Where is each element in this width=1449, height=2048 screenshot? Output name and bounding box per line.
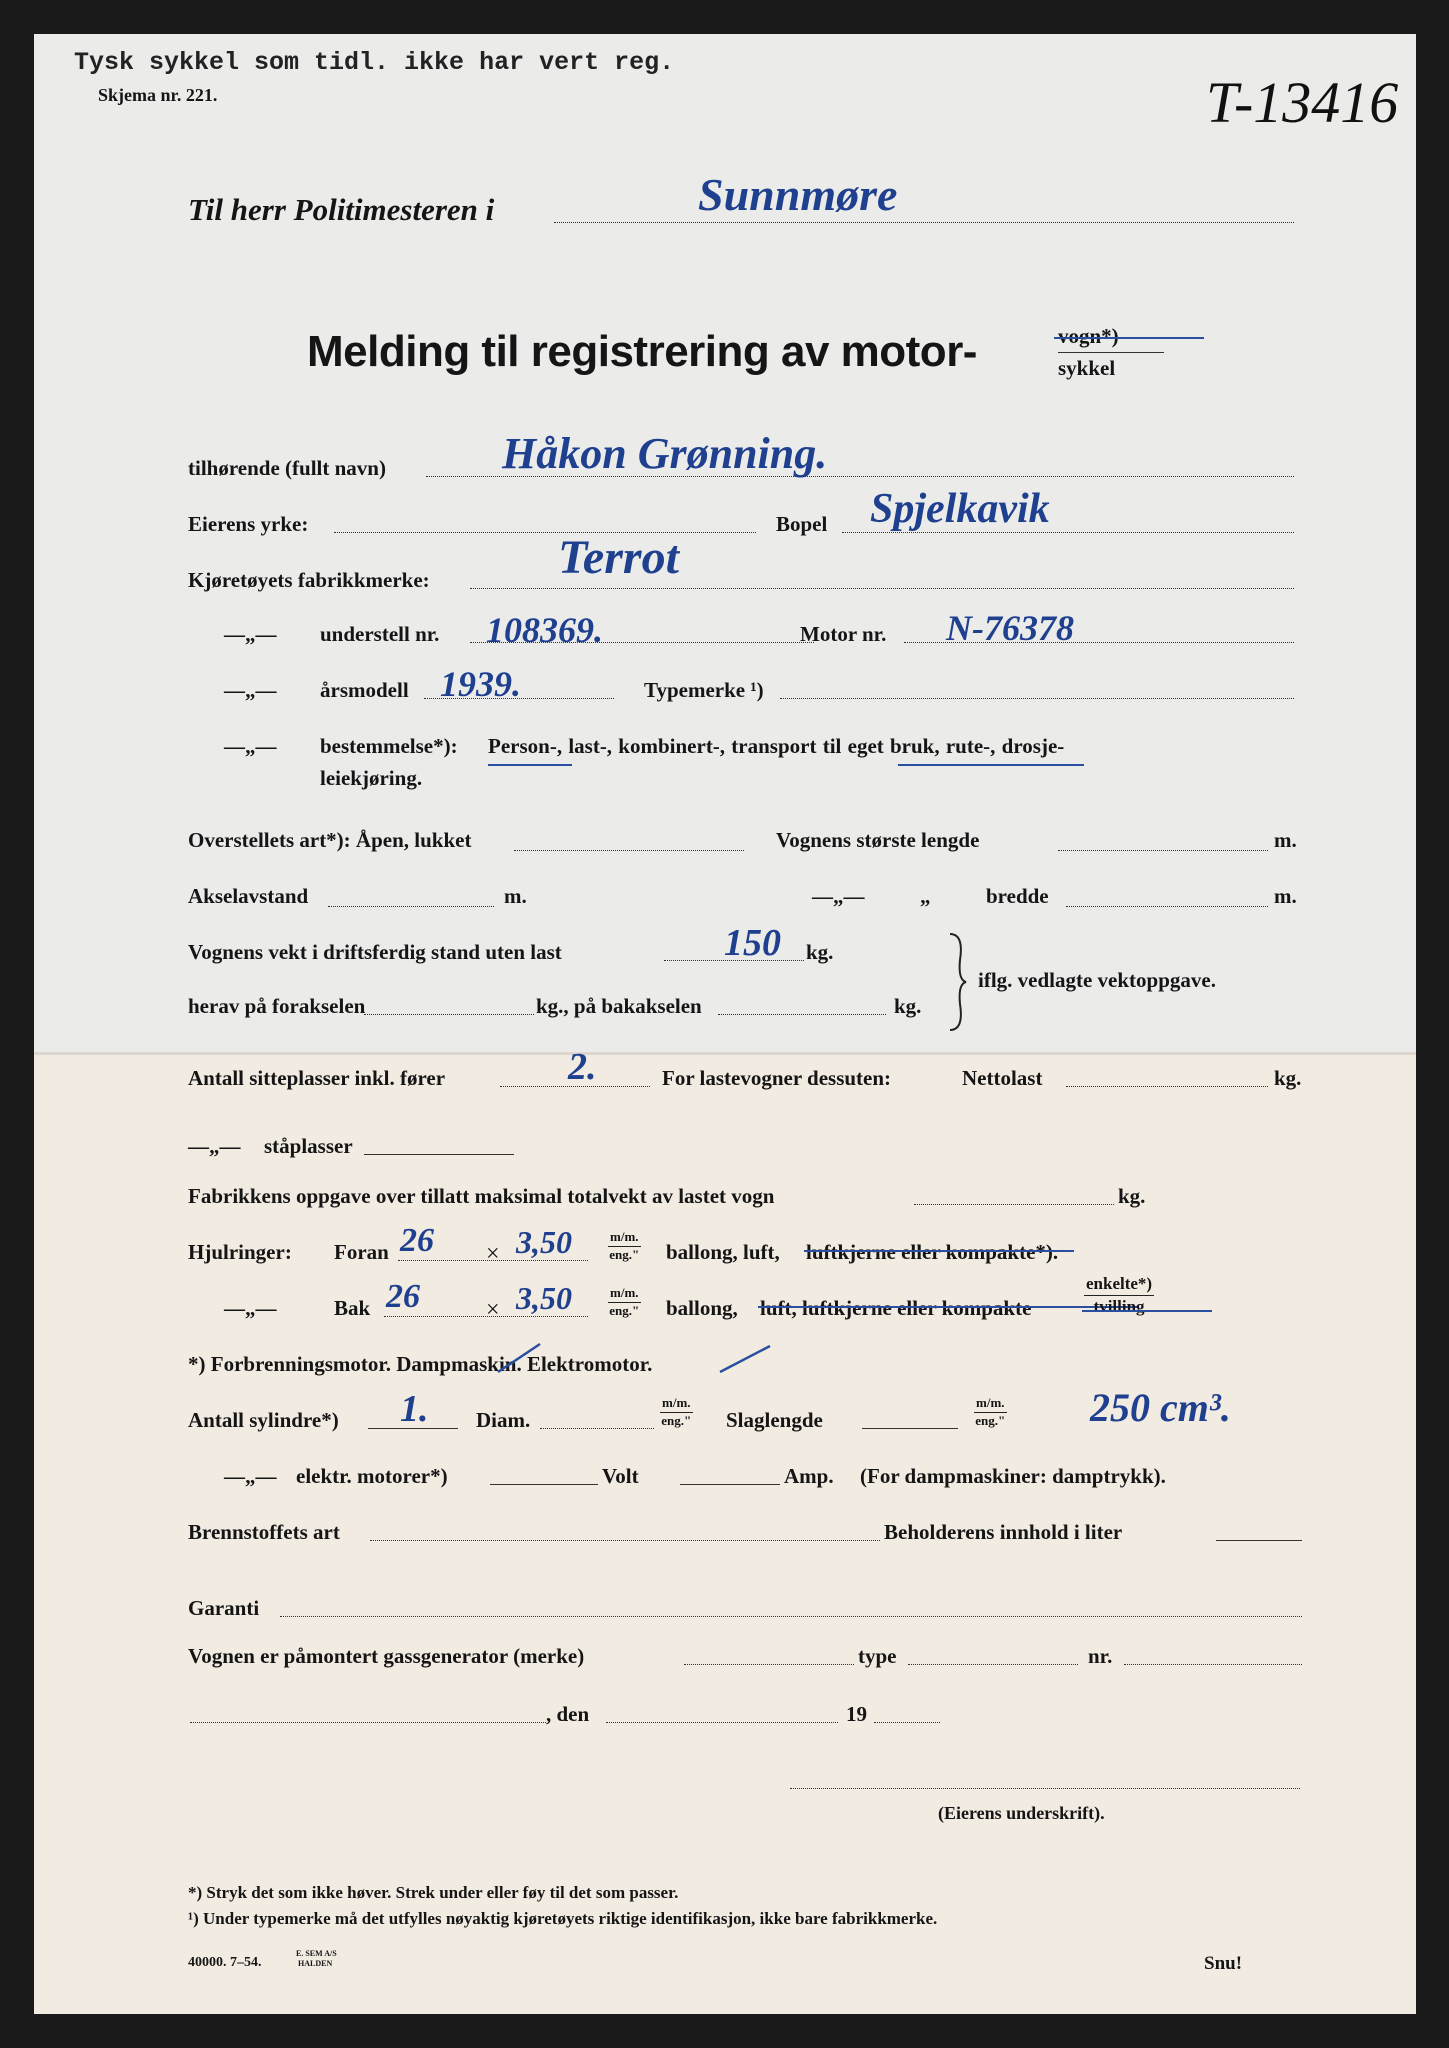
wheelbase-label: Akselavstand — [188, 884, 309, 908]
title-option-sykkel: sykkel — [1058, 356, 1116, 380]
purpose-options-line1: Person-, last-, kombinert-, transport til eget bruk, rute-, drosje- — [488, 734, 1065, 758]
weight-value: 150 — [724, 922, 781, 964]
cylinders-label: Antall sylindre*) — [188, 1408, 339, 1432]
tires-front-dim2: 3,50 — [516, 1224, 572, 1260]
chassis-label: understell nr. — [320, 622, 440, 646]
gas-generator-label: Vognen er påmontert gassgenerator (merke) — [188, 1644, 585, 1668]
tires-rear-unit: m/m. eng." — [609, 1285, 640, 1318]
brace-mark — [946, 930, 970, 1034]
net-load-unit: kg. — [1274, 1066, 1302, 1090]
title-option-vogn: vogn*) — [1058, 324, 1119, 348]
motor-label: Motor nr. — [800, 622, 887, 646]
fuel-label: Brennstoffets art — [188, 1520, 340, 1544]
wheelbase-unit: m. — [504, 884, 527, 908]
length-unit: m. — [1274, 828, 1297, 852]
chassis-value: 108369. — [486, 610, 603, 650]
footnote-1: *) Stryk det som ikke høver. Strek under eller føy til det som passer. — [188, 1883, 679, 1902]
owner-name-label: tilhørende (fullt navn) — [188, 456, 386, 480]
ditto-mark-2: —„— — [224, 678, 277, 702]
ditto-mark-6: —„— — [224, 1296, 277, 1320]
tires-rear-dim1: 26 — [386, 1278, 420, 1315]
residence-value: Spjelkavik — [870, 486, 1050, 532]
addressee-value: Sunnmøre — [698, 169, 898, 220]
rear-axle-label: kg., på bakakselen — [536, 994, 702, 1018]
printer-name: E. SEM A/S — [296, 1949, 337, 1958]
gas-type-label: type — [858, 1644, 897, 1668]
tires-front-dim1: 26 — [400, 1222, 434, 1259]
purpose-options-line2: leiekjøring. — [320, 766, 423, 790]
type-label: Typemerke ¹) — [644, 678, 764, 702]
typed-note: Tysk sykkel som tidl. ikke har vert reg. — [74, 48, 675, 77]
engine-volume: 250 cm³. — [1090, 1385, 1231, 1430]
seats-label: Antall sitteplasser inkl. fører — [188, 1066, 446, 1090]
diameter-label: Diam. — [476, 1408, 531, 1432]
width-unit: m. — [1274, 884, 1297, 908]
weight-note: iflg. vedlagte vektoppgave. — [978, 968, 1216, 992]
times-sign-1: × — [486, 1241, 500, 1267]
tires-front-label: Foran — [334, 1240, 389, 1264]
year-prefix: 19 — [846, 1702, 867, 1726]
turn-over-note: Snu! — [1204, 1953, 1243, 1974]
warranty-label: Garanti — [188, 1596, 260, 1620]
stroke-unit: m/m. eng." — [975, 1395, 1006, 1428]
form-sheet — [34, 34, 1416, 2014]
form-title: Melding til registrering av motor- — [307, 327, 977, 376]
length-label: Vognens største lengde — [776, 828, 980, 852]
width-quote: „ — [920, 884, 931, 908]
electric-motors-label: elektr. motorer*) — [296, 1464, 448, 1488]
print-info: 40000. 7–54. — [188, 1955, 262, 1970]
brand-value: Terrot — [558, 531, 679, 584]
year-label: årsmodell — [320, 678, 409, 702]
tires-rear-type1: ballong, — [666, 1296, 738, 1320]
ditto-mark-5: —„— — [188, 1134, 241, 1158]
year-value: 1939. — [440, 664, 521, 704]
printer-city: HALDEN — [298, 1959, 333, 1968]
body-type-label: Overstellets art*): Åpen, lukket — [188, 828, 472, 852]
amp-label: Amp. — [784, 1464, 834, 1488]
purpose-label: bestemmelse*): — [320, 734, 458, 758]
signature-label: (Eierens underskrift). — [938, 1803, 1105, 1823]
engine-types: *) Forbrenningsmotor. Dampmaskin. Elektromotor. — [188, 1352, 653, 1376]
max-weight-unit: kg. — [1118, 1184, 1146, 1208]
tires-rear-label: Bak — [334, 1296, 371, 1320]
times-sign-2: × — [486, 1297, 500, 1323]
tires-front-type1: ballong, luft, — [666, 1240, 780, 1264]
tires-front-unit: m/m. eng." — [609, 1229, 640, 1262]
tires-rear-mounting: enkelte*) tvilling — [1086, 1274, 1153, 1316]
tires-rear-dim2: 3,50 — [516, 1280, 572, 1316]
residence-label: Bopel — [776, 512, 828, 536]
tank-capacity-label: Beholderens innhold i liter — [884, 1520, 1123, 1544]
seats-value: 2. — [568, 1046, 597, 1088]
tires-label: Hjulringer: — [188, 1240, 292, 1264]
owner-name-value: Håkon Grønning. — [502, 429, 828, 478]
motor-value: N-76378 — [946, 608, 1074, 648]
ditto-mark-7: —„— — [224, 1464, 277, 1488]
schema-number: Skjema nr. 221. — [98, 85, 218, 105]
tires-rear-type2: luft, luftkjerne eller kompakte — [760, 1296, 1032, 1320]
rear-axle-unit: kg. — [894, 994, 922, 1018]
ditto-mark-1: —„— — [224, 622, 277, 646]
steam-pressure-note: (For dampmaskiner: damptrykk). — [860, 1464, 1166, 1488]
paper-fold-line — [34, 1052, 1416, 1055]
diameter-unit: m/m. eng." — [661, 1395, 692, 1428]
stroke-label: Slaglengde — [726, 1408, 823, 1432]
net-load-label: Nettolast — [962, 1066, 1043, 1090]
date-den-label: , den — [546, 1702, 590, 1726]
weight-label: Vognens vekt i driftsferdig stand uten last — [188, 940, 562, 964]
engine-type-strikes — [494, 1338, 794, 1378]
footnote-2: ¹) Under typemerke må det utfylles nøyaktig kjøretøyets riktige identifikasjon, ikke bare fabrikkmerke. — [188, 1909, 938, 1928]
max-weight-label: Fabrikkens oppgave over tillatt maksimal totalvekt av lastet vogn — [188, 1184, 775, 1208]
front-axle-label: herav på forakselen — [188, 994, 366, 1018]
addressee-label: Til herr Politimesteren i — [188, 192, 495, 227]
volt-label: Volt — [602, 1464, 639, 1488]
file-number: T-13416 — [1206, 70, 1399, 135]
gas-nr-label: nr. — [1088, 1644, 1113, 1668]
tires-front-type2: luftkjerne eller kompakte*). — [806, 1240, 1059, 1264]
cylinders-value: 1. — [400, 1388, 429, 1430]
standing-label: ståplasser — [264, 1134, 353, 1158]
cargo-label: For lastevogner dessuten: — [662, 1066, 892, 1090]
ditto-mark-4: —„— — [812, 884, 865, 908]
ditto-mark-3: —„— — [224, 734, 277, 758]
owner-job-label: Eierens yrke: — [188, 512, 309, 536]
brand-label: Kjøretøyets fabrikkmerke: — [188, 568, 430, 592]
width-label: bredde — [986, 884, 1049, 908]
weight-unit: kg. — [806, 940, 834, 964]
